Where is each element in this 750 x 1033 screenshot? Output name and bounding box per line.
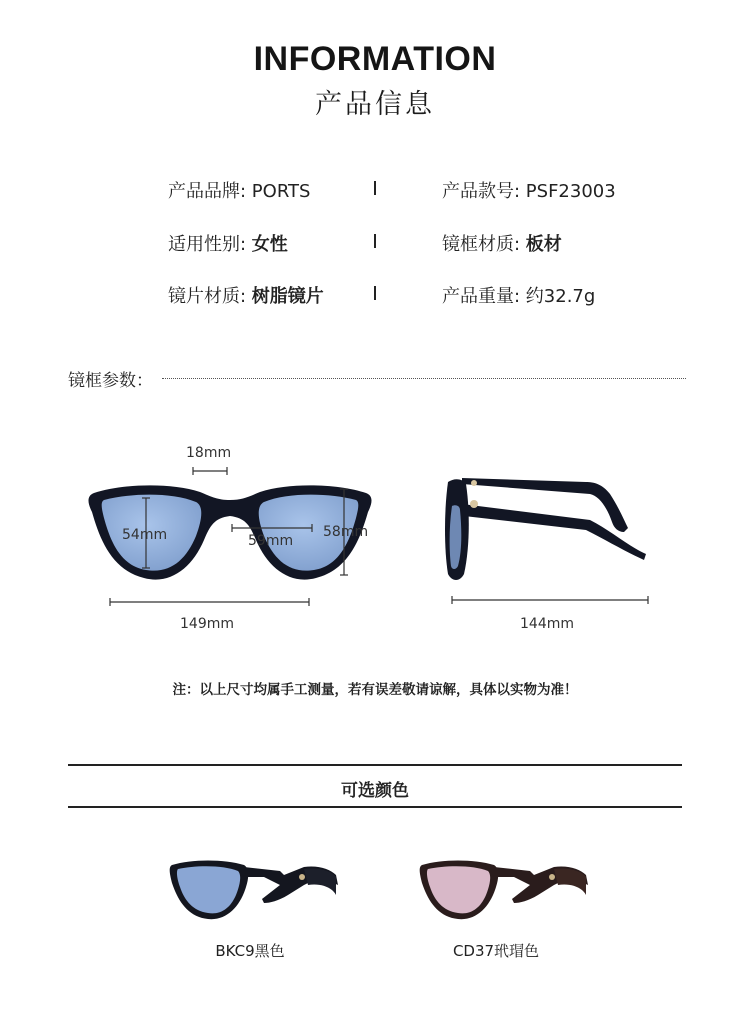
- section-bottom-rule: [68, 806, 682, 808]
- colors-title: 可选颜色: [341, 781, 409, 801]
- info-gender-value: 女性: [251, 234, 288, 255]
- divider: [374, 286, 376, 300]
- title-english: INFORMATION: [253, 40, 497, 78]
- info-model-value: PSF23003: [525, 181, 616, 202]
- title-chinese: 产品信息: [315, 89, 435, 120]
- glasses-tortoise-icon: [420, 861, 588, 920]
- dotted-divider: [162, 378, 686, 379]
- info-lens-material-value: 树脂镜片: [251, 286, 324, 307]
- info-weight-value: 约32.7g: [525, 286, 596, 307]
- info-lens-material: [168, 282, 324, 308]
- glasses-black-icon: [170, 861, 338, 920]
- glasses-side-icon: [445, 478, 646, 580]
- info-frame-material: [442, 230, 562, 256]
- frame-params-label: 镜框参数：: [68, 371, 153, 391]
- lens-width-label: 59mm: [248, 533, 294, 549]
- info-weight: [442, 282, 595, 308]
- info-brand-label: 产品品牌:: [168, 181, 252, 202]
- info-frame-material-value: 板材: [525, 234, 562, 255]
- info-model-label: 产品款号:: [442, 181, 526, 202]
- measurement-note: 注：以上尺寸均属手工测量，若有误差敬请谅解，具体以实物为准！: [172, 682, 578, 698]
- info-brand-value: PORTS: [251, 181, 311, 202]
- info-lens-material-label: 镜片材质:: [168, 286, 252, 307]
- section-top-rule: [68, 764, 682, 766]
- info-gender-label: 适用性别:: [168, 234, 252, 255]
- divider: [374, 181, 376, 195]
- info-gender: [168, 230, 288, 256]
- lens-height-label: 54mm: [122, 527, 168, 543]
- bridge-width-label: 18mm: [186, 445, 232, 461]
- color-option-cd37-image[interactable]: [418, 855, 590, 927]
- info-model: [442, 177, 616, 203]
- color-option-bkc9-image[interactable]: [168, 855, 340, 927]
- color-option-bkc9-label[interactable]: BKC9黑色: [215, 942, 285, 960]
- info-frame-material-label: 镜框材质:: [442, 234, 526, 255]
- temple-length-label: 144mm: [520, 616, 574, 632]
- frame-height-label: 58mm: [323, 524, 369, 540]
- frame-width-label: 149mm: [180, 616, 234, 632]
- info-brand: [168, 177, 310, 203]
- divider: [374, 234, 376, 248]
- info-weight-label: 产品重量:: [442, 286, 526, 307]
- color-option-cd37-label[interactable]: CD37玳瑁色: [452, 942, 540, 960]
- side-view-diagram: [440, 470, 660, 620]
